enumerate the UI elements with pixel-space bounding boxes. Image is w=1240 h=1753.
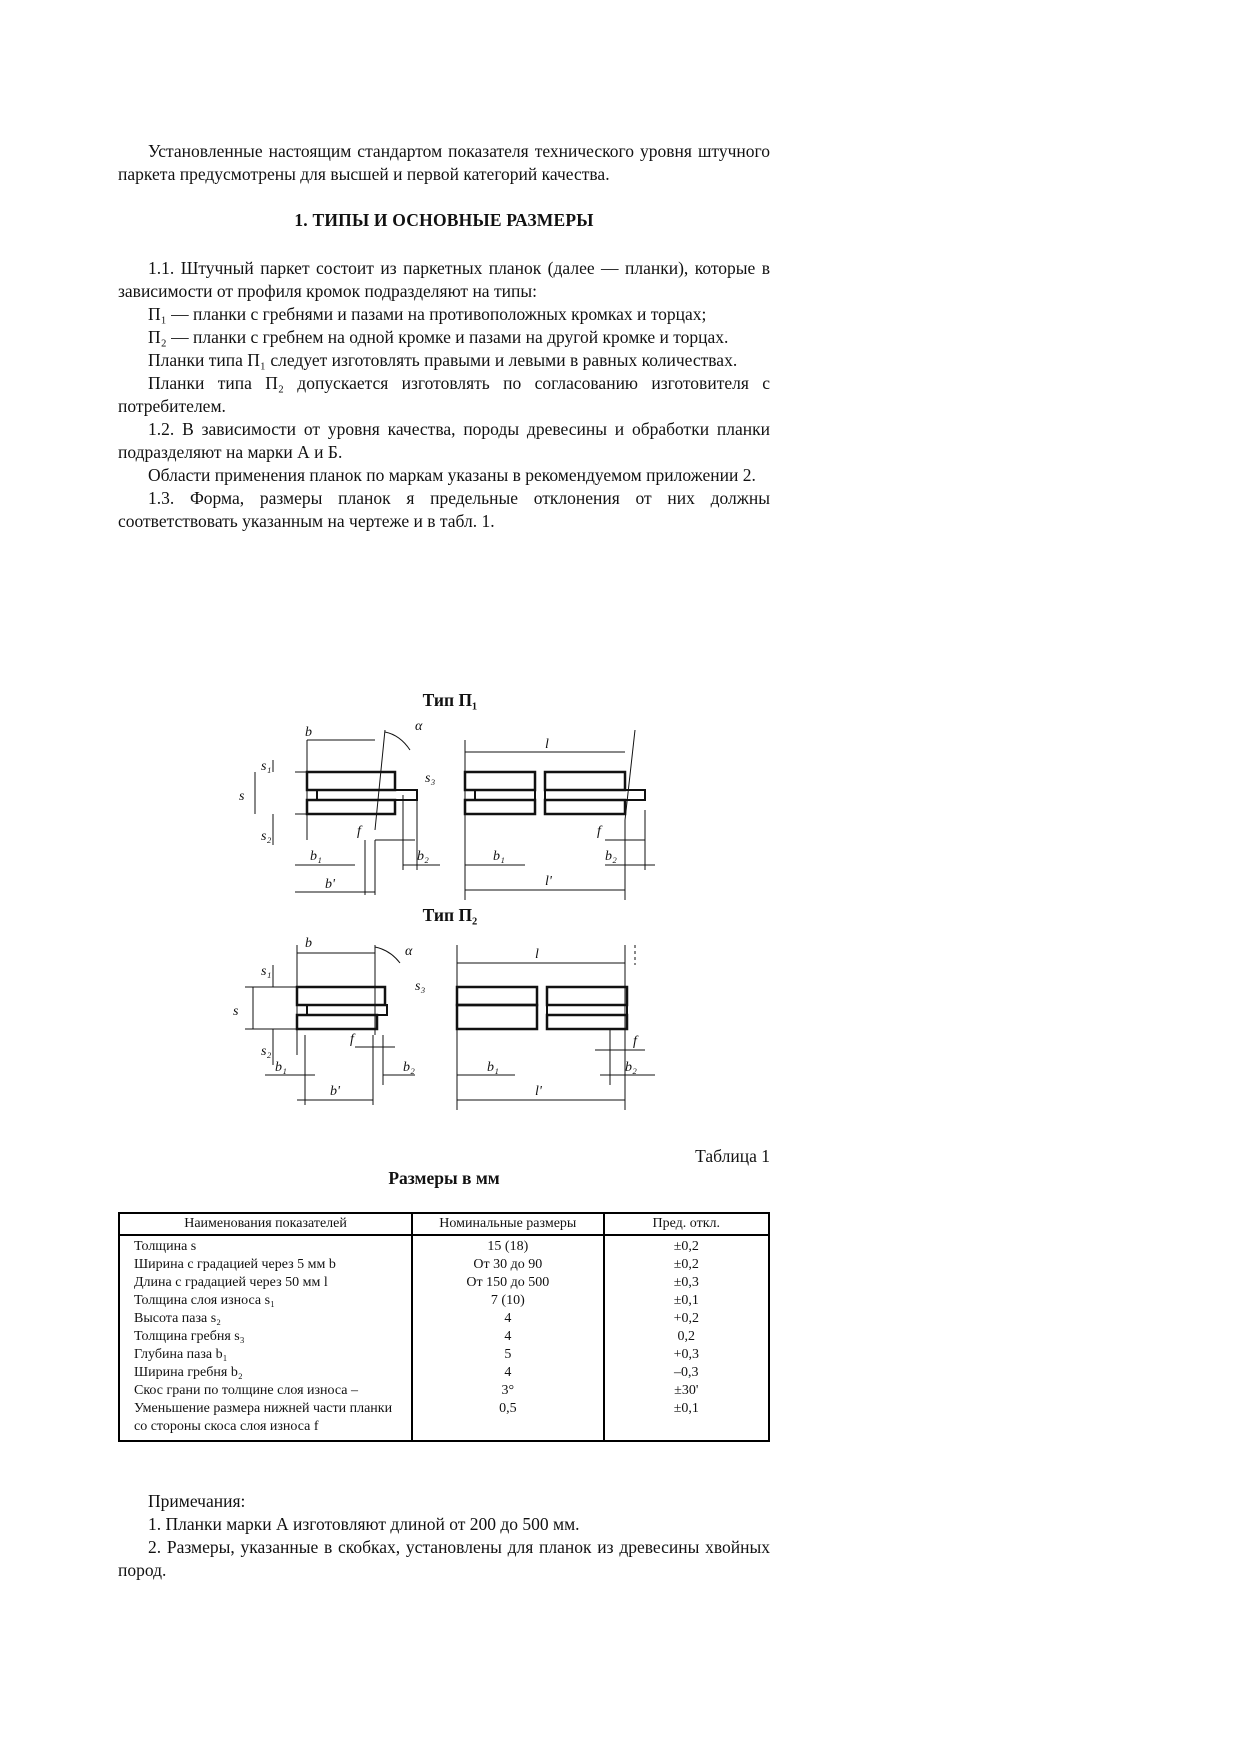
cell-nominal: 15 (18) bbox=[412, 1235, 604, 1256]
cell-name: Толщина гребня s₃ bbox=[119, 1328, 412, 1346]
label-b2-2: b₂ bbox=[403, 1060, 415, 1075]
label-s2-2: s₂ bbox=[261, 1044, 272, 1059]
cell-nominal: 3° bbox=[412, 1382, 604, 1400]
table-caption: Размеры в мм bbox=[388, 1168, 500, 1188]
figure-type2-title: Тип П₂ bbox=[422, 905, 478, 925]
dimensions-table bbox=[118, 1212, 770, 1442]
table-row bbox=[119, 1346, 769, 1364]
figure-type1-drawing bbox=[225, 710, 665, 910]
label-b-prime: b' bbox=[325, 877, 335, 892]
label-s1-2: s₁ bbox=[261, 964, 272, 979]
intro-paragraph: Установленные настоящим стандартом показателя технического уровня штучного паркета предусмотрены для высшей и первой категорий качества. bbox=[118, 141, 770, 184]
cell-name: Толщина слоя износа s₁ bbox=[119, 1292, 412, 1310]
note-1: 1. Планки марки А изготовляют длиной от 200 до 500 мм. bbox=[148, 1514, 580, 1534]
figure-type2-drawing bbox=[225, 925, 665, 1125]
cell-nominal: 4 bbox=[412, 1310, 604, 1328]
cell-name: Ширина гребня b₂ bbox=[119, 1364, 412, 1382]
cell-tolerance: +0,3 bbox=[604, 1346, 769, 1364]
cell-nominal: 4 bbox=[412, 1364, 604, 1382]
label-b1-right-2: b₁ bbox=[487, 1060, 499, 1075]
label-f: f bbox=[357, 824, 361, 839]
cell-name: Глубина паза b₁ bbox=[119, 1346, 412, 1364]
cell-tolerance: +0,2 bbox=[604, 1310, 769, 1328]
cell-name: Высота паза s₂ bbox=[119, 1310, 412, 1328]
paragraph-1-1: 1.1. Штучный паркет состоит из паркетных планок (далее — планки), которые в зависимости от профиля кромок подразделяют на типы: bbox=[118, 258, 770, 301]
label-b: b bbox=[305, 725, 312, 740]
document-page bbox=[118, 140, 770, 533]
label-s1: s₁ bbox=[261, 759, 272, 774]
cell-tolerance: ±0,3 bbox=[604, 1274, 769, 1292]
label-s-2: s bbox=[233, 1004, 239, 1019]
label-s3: s₃ bbox=[425, 771, 436, 786]
notes-block bbox=[118, 1490, 770, 1582]
label-f-right-2: f bbox=[633, 1034, 637, 1049]
label-l-2: l bbox=[535, 947, 539, 962]
label-b-prime-2: b' bbox=[330, 1084, 340, 1099]
table-block bbox=[118, 1146, 770, 1706]
table-row bbox=[119, 1292, 769, 1310]
header-tolerance: Пред. откл. bbox=[604, 1213, 769, 1235]
label-b2-right: b₂ bbox=[605, 849, 617, 864]
cell-tolerance: ±30' bbox=[604, 1382, 769, 1400]
plank-right-view-2 bbox=[457, 945, 655, 1110]
cell-nominal: 0,5 bbox=[412, 1400, 604, 1441]
cell-tolerance: ±0,1 bbox=[604, 1400, 769, 1441]
notes-title: Примечания: bbox=[148, 1491, 246, 1511]
section-title: 1. ТИПЫ И ОСНОВНЫЕ РАЗМЕРЫ bbox=[294, 210, 594, 230]
header-name: Наименования показателей bbox=[119, 1213, 412, 1235]
label-f-right: f bbox=[597, 824, 601, 839]
cell-name: Уменьшение размера нижней части планки со стороны скоса слоя износа f bbox=[119, 1400, 412, 1441]
figure-type1-title: Тип П₁ bbox=[422, 690, 478, 710]
label-alpha: α bbox=[415, 719, 423, 734]
table-row bbox=[119, 1310, 769, 1328]
cell-tolerance: ±0,2 bbox=[604, 1256, 769, 1274]
table-row bbox=[119, 1256, 769, 1274]
label-b2: b₂ bbox=[417, 849, 429, 864]
paragraph-p2-agreement: Планки типа П₂ допускается изготовлять по согласованию изготовителя с потребителем. bbox=[118, 373, 770, 416]
plank-left-view bbox=[255, 730, 440, 895]
paragraph-1-2: 1.2. В зависимости от уровня качества, породы древесины и обработки планки подразделяют на марки А и Б. bbox=[118, 419, 770, 462]
header-nominal: Номинальные размеры bbox=[412, 1213, 604, 1235]
cell-name: Толщина s bbox=[119, 1235, 412, 1256]
cell-nominal: От 150 до 500 bbox=[412, 1274, 604, 1292]
cell-name: Длина с градацией через 50 мм l bbox=[119, 1274, 412, 1292]
table-number: Таблица 1 bbox=[695, 1146, 770, 1166]
label-s3-2: s₃ bbox=[415, 979, 426, 994]
cell-name: Ширина с градацией через 5 мм b bbox=[119, 1256, 412, 1274]
note-2: 2. Размеры, указанные в скобках, установлены для планок из древесины хвойных пород. bbox=[118, 1537, 770, 1580]
label-s2: s₂ bbox=[261, 829, 272, 844]
plank-right-view bbox=[465, 730, 655, 900]
table-row bbox=[119, 1274, 769, 1292]
label-b1: b₁ bbox=[310, 849, 322, 864]
label-f-2: f bbox=[350, 1032, 354, 1047]
cell-nominal: 5 bbox=[412, 1346, 604, 1364]
table-row bbox=[119, 1328, 769, 1346]
label-l-prime-2: l' bbox=[535, 1084, 542, 1099]
cell-name: Скос грани по толщине слоя износа – bbox=[119, 1382, 412, 1400]
label-l: l bbox=[545, 737, 549, 752]
paragraph-type-p1: П₁ — планки с гребнями и пазами на противоположных кромках и торцах; bbox=[148, 304, 707, 324]
label-b2-right-2: b₂ bbox=[625, 1060, 637, 1075]
table-row bbox=[119, 1364, 769, 1382]
table-row bbox=[119, 1235, 769, 1256]
cell-nominal: 4 bbox=[412, 1328, 604, 1346]
cell-tolerance: ±0,2 bbox=[604, 1235, 769, 1256]
paragraph-type-p2: П₂ — планки с гребнем на одной кромке и пазами на другой кромке и торцах. bbox=[148, 327, 729, 347]
cell-tolerance: ±0,1 bbox=[604, 1292, 769, 1310]
cell-tolerance: 0,2 bbox=[604, 1328, 769, 1346]
label-b-2: b bbox=[305, 936, 312, 951]
label-l-prime: l' bbox=[545, 874, 552, 889]
cell-tolerance: –0,3 bbox=[604, 1364, 769, 1382]
paragraph-p1-left-right: Планки типа П₁ следует изготовлять правыми и левыми в равных количествах. bbox=[148, 350, 738, 370]
table-row bbox=[119, 1382, 769, 1400]
label-s: s bbox=[239, 789, 245, 804]
table-header-row bbox=[119, 1213, 769, 1235]
label-b1-right: b₁ bbox=[493, 849, 505, 864]
paragraph-1-3: 1.3. Форма, размеры планок я предельные отклонения от них должны соответствовать указанным на чертеже и в табл. 1. bbox=[118, 488, 770, 531]
label-alpha-2: α bbox=[405, 944, 413, 959]
paragraph-application: Области применения планок по маркам указаны в рекомендуемом приложении 2. bbox=[148, 465, 756, 485]
cell-nominal: 7 (10) bbox=[412, 1292, 604, 1310]
cell-nominal: От 30 до 90 bbox=[412, 1256, 604, 1274]
table-row bbox=[119, 1400, 769, 1441]
label-b1-2: b₁ bbox=[275, 1060, 287, 1075]
